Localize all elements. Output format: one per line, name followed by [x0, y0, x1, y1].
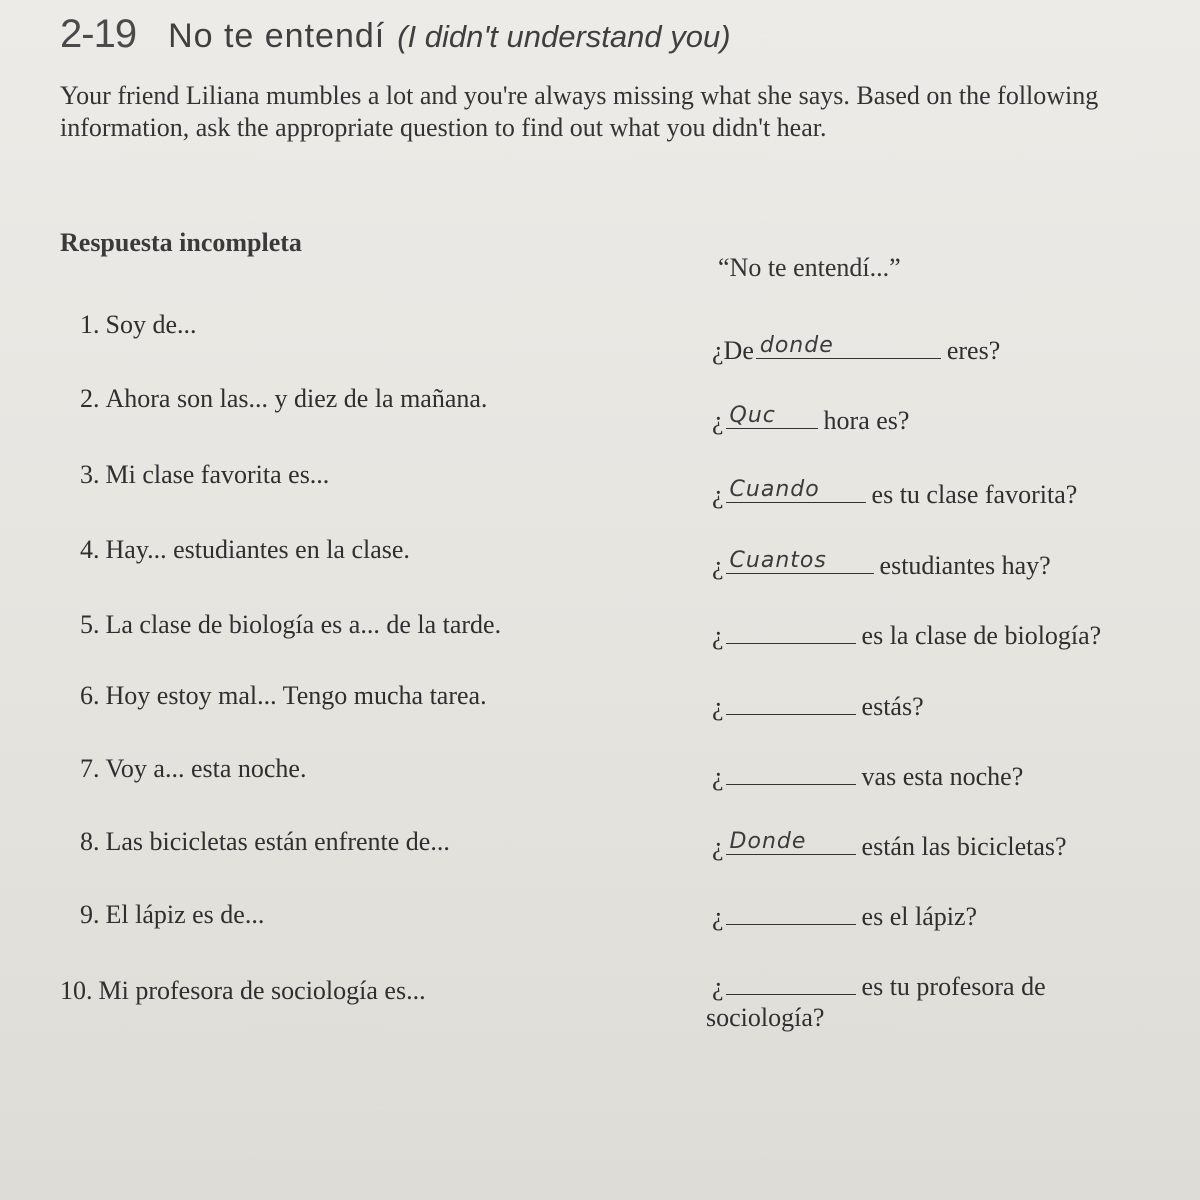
- item-statement: 6. Hoy estoy mal... Tengo mucha tarea.: [80, 681, 487, 710]
- column-header-left: Respuesta incompleta: [60, 228, 302, 257]
- item-statement: 7. Voy a... esta noche.: [80, 754, 307, 783]
- answer-blank[interactable]: [726, 686, 856, 715]
- item-question: ¿ estás?: [712, 686, 924, 722]
- item-statement: 3. Mi clase favorita es...: [80, 460, 330, 489]
- item-statement: 8. Las bicicletas están enfrente de...: [80, 827, 450, 856]
- exercise-number: 2-19: [60, 12, 137, 56]
- exercise-translation: (I didn't understand you): [397, 19, 731, 54]
- answer-blank[interactable]: [726, 966, 856, 995]
- item-statement: 2. Ahora son las... y diez de la mañana.: [80, 384, 488, 413]
- item-question-continuation: sociología?: [706, 1003, 825, 1032]
- item-question: ¿ Cuantos estudiantes hay?: [712, 545, 1051, 581]
- item-question: ¿ es tu profesora de: [712, 966, 1046, 1002]
- item-statement: 1. Soy de...: [80, 310, 197, 339]
- answer-blank[interactable]: [726, 615, 856, 644]
- answer-blank[interactable]: [726, 474, 866, 503]
- answer-blank[interactable]: [726, 756, 856, 785]
- item-question: ¿ es la clase de biología?: [712, 615, 1101, 651]
- handwritten-answer: Quc: [729, 403, 776, 428]
- answer-blank[interactable]: [756, 330, 941, 359]
- instructions: Your friend Liliana mumbles a lot and you're always missing what she says. Based on the following information, ask the appropriate question to find out what you didn't hear.: [60, 81, 1099, 142]
- handwritten-answer: Cuantos: [729, 548, 827, 573]
- item-statement: 4. Hay... estudiantes en la clase.: [80, 535, 410, 564]
- handwritten-answer: donde: [759, 333, 834, 358]
- item-question: ¿ Quc hora es?: [712, 400, 909, 436]
- exercise-header: [60, 12, 1160, 57]
- exercise-title: No te entendí: [168, 17, 386, 55]
- handwritten-answer: Cuando: [729, 477, 820, 502]
- item-statement: 5. La clase de biología es a... de la tarde.: [80, 610, 502, 639]
- answer-blank[interactable]: [726, 545, 874, 574]
- answer-blank[interactable]: [726, 896, 856, 925]
- item-statement: 10. Mi profesora de sociología es...: [60, 976, 426, 1005]
- handwritten-answer: Donde: [729, 829, 807, 854]
- item-statement: 9. El lápiz es de...: [80, 900, 265, 929]
- item-question: ¿ Donde están las bicicletas?: [712, 826, 1067, 862]
- item-question: ¿ vas esta noche?: [712, 756, 1023, 792]
- item-question: ¿ Cuando es tu clase favorita?: [712, 474, 1077, 510]
- answer-blank[interactable]: [726, 400, 818, 429]
- column-header-right: “No te entendí...”: [718, 253, 901, 282]
- item-question: ¿De donde eres?: [712, 330, 1000, 366]
- answer-blank[interactable]: [726, 826, 856, 855]
- item-question: ¿ es el lápiz?: [712, 896, 977, 932]
